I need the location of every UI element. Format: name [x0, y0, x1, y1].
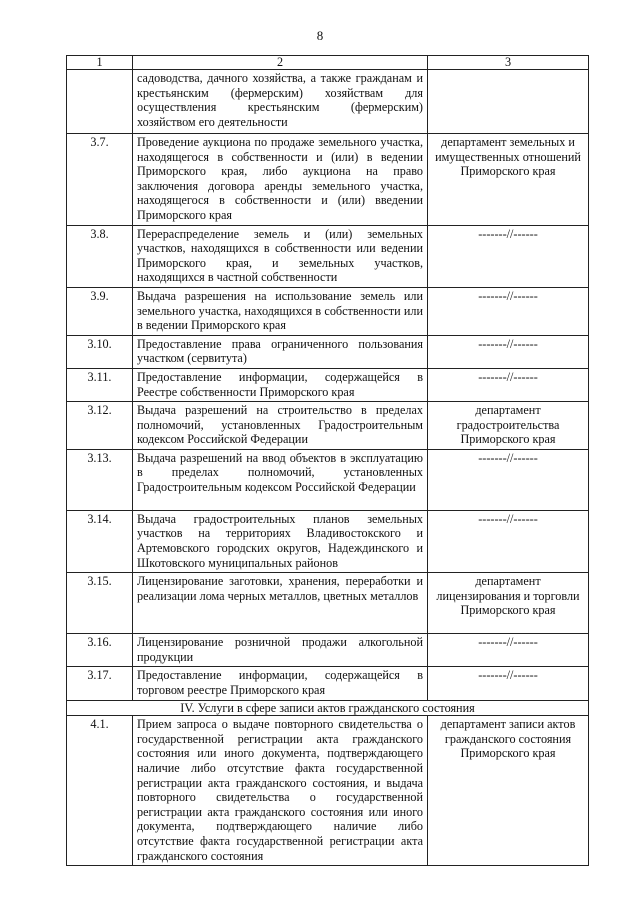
table-row — [67, 510, 589, 572]
table-row — [67, 70, 589, 134]
table-row — [67, 287, 589, 335]
services-table-body — [67, 56, 589, 866]
department-name: -------//------ — [428, 287, 589, 335]
row-number — [67, 70, 133, 134]
table-row — [67, 402, 589, 450]
section-header-row — [67, 700, 589, 716]
department-name: -------//------ — [428, 510, 589, 572]
row-number: 3.15. — [67, 573, 133, 634]
department-name — [428, 70, 589, 134]
column-header: 3 — [428, 56, 589, 70]
row-number: 3.10. — [67, 335, 133, 368]
department-name: -------//------ — [428, 225, 589, 287]
table-header-row — [67, 56, 589, 70]
department-name: -------//------ — [428, 634, 589, 667]
service-description: Выдача разрешений на строительство в пределах полномочий, установленных Градостроительным кодексом Российской Федерации — [133, 402, 428, 450]
service-description: Выдача градостроительных планов земельных участков на территориях Владивостокского и Артемовского городских округов, Надеждинского и Шкотовского муниципальных районов — [133, 510, 428, 572]
table-row — [67, 716, 589, 866]
service-description: Проведение аукциона по продаже земельного участка, находящегося в собственности и (или) в ведении Приморского края, либо аукциона на право заключения договора аренды земельного участка, находящегося в собственности и (или) введении Приморского края — [133, 134, 428, 226]
column-header: 1 — [67, 56, 133, 70]
department-name: -------//------ — [428, 449, 589, 510]
department-name: департамент земельных и имущественных отношений Приморского края — [428, 134, 589, 226]
column-header: 2 — [133, 56, 428, 70]
service-description: Выдача разрешения на использование земель или земельного участка, находящихся в собственности или в ведении Приморского края — [133, 287, 428, 335]
table-row — [67, 573, 589, 634]
department-name: -------//------ — [428, 667, 589, 700]
service-description: Перераспределение земель и (или) земельных участков, находящихся в собственности или ведении Приморского края, и земельных участков, находящихся в частной собственности — [133, 225, 428, 287]
service-description: Лицензирование розничной продажи алкогольной продукции — [133, 634, 428, 667]
table-row — [67, 335, 589, 368]
row-number: 4.1. — [67, 716, 133, 866]
department-name: -------//------ — [428, 368, 589, 401]
row-number: 3.17. — [67, 667, 133, 700]
page-number: 8 — [316, 28, 324, 43]
row-number: 3.16. — [67, 634, 133, 667]
section-title: IV. Услуги в сфере записи актов гражданского состояния — [67, 700, 589, 716]
services-table — [66, 55, 589, 866]
department-name: -------//------ — [428, 335, 589, 368]
service-description: Лицензирование заготовки, хранения, переработки и реализации лома черных металлов, цветных металлов — [133, 573, 428, 634]
row-number: 3.9. — [67, 287, 133, 335]
service-description: Предоставление информации, содержащейся в торговом реестре Приморского края — [133, 667, 428, 700]
row-number: 3.8. — [67, 225, 133, 287]
table-row — [67, 634, 589, 667]
table-row — [67, 667, 589, 700]
service-description: садоводства, дачного хозяйства, а также гражданам и крестьянским (фермерским) хозяйствам для осуществления крестьянским (фермерским) хозяйством его деятельности — [133, 70, 428, 134]
table-row — [67, 368, 589, 401]
department-name: департамент градостроительства Приморского края — [428, 402, 589, 450]
department-name: департамент записи актов гражданского состояния Приморского края — [428, 716, 589, 866]
row-number: 3.11. — [67, 368, 133, 401]
row-number: 3.7. — [67, 134, 133, 226]
department-name: департамент лицензирования и торговли Приморского края — [428, 573, 589, 634]
table-row — [67, 449, 589, 510]
service-description: Прием запроса о выдаче повторного свидетельства о государственной регистрации акта гражданского состояния или иного документа, подтверждающего наличие либо отсутствие факта государственной регистрации акта гражданского состояния, и выдача повторного свидетельства о государственной регистрации акта гражданского состояния или иного документа, подтверждающего наличие либо отсутствие факта государственной регистрации акта гражданского состояния — [133, 716, 428, 866]
service-description: Предоставление права ограниченного пользования участком (сервитута) — [133, 335, 428, 368]
service-description: Предоставление информации, содержащейся в Реестре собственности Приморского края — [133, 368, 428, 401]
table-row — [67, 134, 589, 226]
row-number: 3.14. — [67, 510, 133, 572]
row-number: 3.13. — [67, 449, 133, 510]
table-row — [67, 225, 589, 287]
service-description: Выдача разрешений на ввод объектов в эксплуатацию в пределах полномочий, установленных Градостроительным кодексом Российской Федерации — [133, 449, 428, 510]
row-number: 3.12. — [67, 402, 133, 450]
